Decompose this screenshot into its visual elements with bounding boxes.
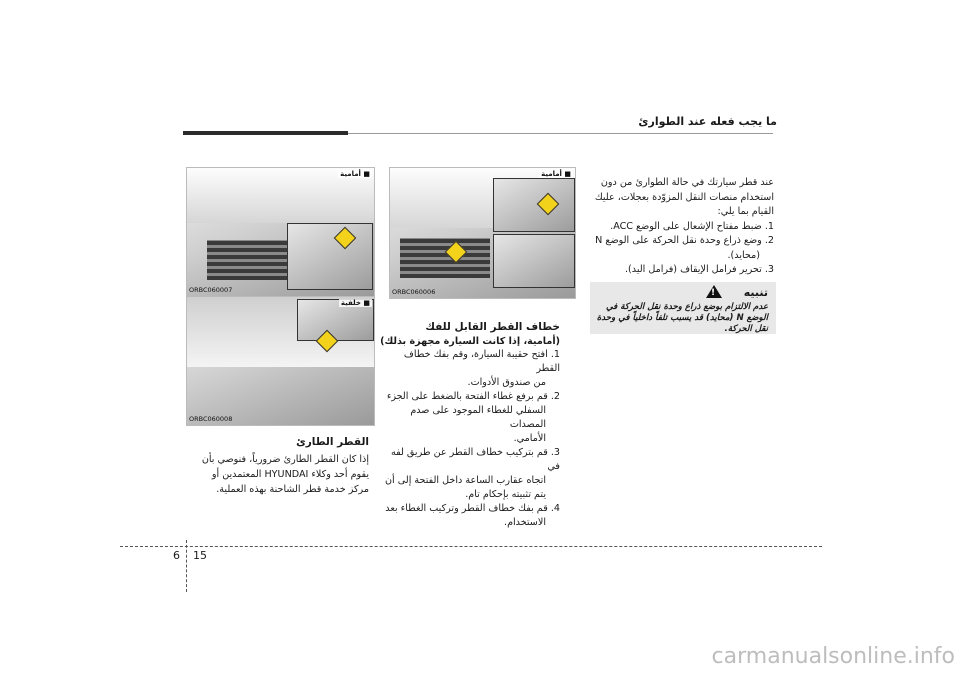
step-line: السفلي للغطاء الموجود على صدم المصدات xyxy=(410,405,546,430)
body-line: إذا كان القطر الطارئ ضرورياً، فنوصي بأن xyxy=(201,454,369,465)
photo-front-bumper xyxy=(186,167,375,297)
intro-line: القيام بما يلي: xyxy=(717,206,774,217)
step-line: 1. افتح حقيبة السيارة، وقم بفك خطاف القطر xyxy=(403,349,560,374)
emergency-towing-body xyxy=(179,452,369,497)
intro-step: 3. تحرير فرامل الإيقاف (فرامل اليد). xyxy=(624,264,774,275)
step-line: اتجاه عقارب الساعة داخل الفتحة إلى أن xyxy=(385,475,546,486)
front-hook-subtitle: (أمامية، إذا كانت السيارة مجهزة بذلك) xyxy=(380,336,560,347)
step-line: 2. قم برفع غطاء الفتحة بالضغط على الجزء xyxy=(386,391,560,402)
watermark: carmanualsonline.info xyxy=(711,644,955,669)
step-line: 4. قم بفك خطاف القطر وتركيب الغطاء بعد xyxy=(385,503,560,514)
caution-title: تنبيه xyxy=(743,286,768,299)
emergency-towing-title: القطر الطارئ xyxy=(296,436,369,448)
caution-body: عدم الالتزام بوضع ذراع وحدة نقل الحركة في الوضع N (محايد) قد يسبب تلفاً داخلياً في وحدة نقل الحركة. xyxy=(596,302,768,334)
front-hook-steps xyxy=(378,348,560,530)
intro-step: (محايد). xyxy=(727,249,760,261)
photo-code: ORBC060007 xyxy=(189,286,233,294)
step-line: يتم تثبيته بإحكام تام. xyxy=(465,489,546,500)
step-line: الاستخدام. xyxy=(504,517,546,528)
photo-code: ORBC060008 xyxy=(189,415,233,423)
chapter-number: 6 xyxy=(173,549,180,562)
footer-divider xyxy=(186,540,187,592)
front-hook-title: خطاف القطر القابل للفك xyxy=(425,321,560,333)
intro-step: 1. ضبط مفتاح الإشعال على الوضع ACC. xyxy=(610,220,774,232)
photo-label: ■ أمامية xyxy=(340,170,370,178)
header-bar xyxy=(183,131,348,135)
section-header: ما يجب فعله عند الطوارئ xyxy=(638,115,777,128)
step-line: الأمامي. xyxy=(513,433,546,444)
intro-step: 2. وضع ذراع وحدة نقل الحركة على الوضع N xyxy=(595,235,774,246)
body-line: مركز خدمة قطر الشاحنة بهذه العملية. xyxy=(216,484,369,495)
body-line: يقوم أحد وكلاء HYUNDAI المعتمدين أو xyxy=(211,469,369,480)
photo-front-hook-install xyxy=(389,167,576,299)
photo-label: ■ خلفية xyxy=(340,299,370,307)
intro-text xyxy=(594,176,774,278)
page-number: 15 xyxy=(193,549,207,562)
step-line: من صندوق الأدوات. xyxy=(467,377,546,388)
caution-box xyxy=(590,282,776,334)
warning-triangle-icon xyxy=(706,285,722,298)
intro-line: استخدام منصات النقل المزوّدة بعجلات، عليك xyxy=(594,191,774,203)
intro-line: عند قطر سيارتك في حالة الطوارئ من دون xyxy=(600,177,774,188)
photo-code: ORBC060006 xyxy=(392,288,436,296)
footer-rule xyxy=(120,546,822,547)
step-line: 3. قم بتركيب خطاف القطر عن طريق لفه في xyxy=(390,447,560,472)
photo-label: ■ أمامية xyxy=(541,170,571,178)
photo-rear-bumper xyxy=(186,296,375,426)
